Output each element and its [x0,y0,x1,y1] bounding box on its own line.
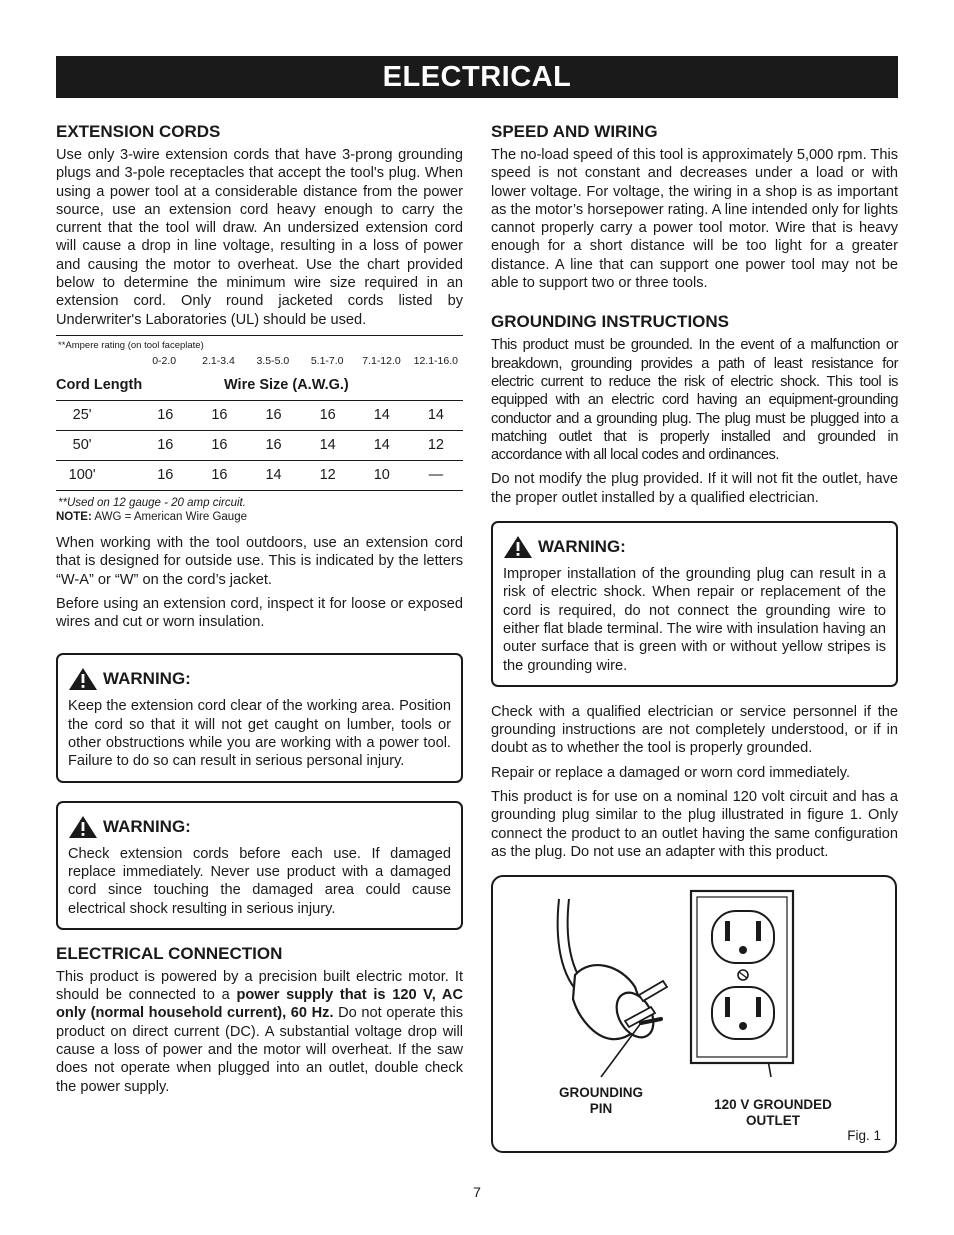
table-row [56,401,463,431]
table-cell: 16 [157,436,174,453]
table-row [56,461,463,491]
ampere-range: 0-2.0 [152,354,177,367]
warning-triangle-icon [503,535,533,559]
grounding-text: Do not modify the plug provided. If it will not fit the outlet, have the proper outlet installed by a qualified electrician. [491,471,898,506]
warning-triangle-icon [68,815,98,839]
inspect-cord-text: Before using an extension cord, inspect it for loose or exposed wires and cut or worn insulation. [56,595,463,631]
table-cell: 12 [319,466,336,483]
ampere-range: 2.1-3.4 [202,354,235,367]
speed-wiring-text: The no-load speed of this tool is approximately 5,000 rpm. This speed is not constant and decreases under a load or with lower voltage. For voltage, the wiring in a shop is as important as the motor’s horsepower rating. A line intended only for lights cannot properly carry a power tool motor. Wire that is heavy enough for a short distance will be too light for a greater distance. A line that can support one power tool may not be able to support two or three tools. [491,147,898,292]
warning-box [56,653,463,782]
grounding-text: This product must be grounded. In the event of a malfunction or breakdown, grounding provides a path of least resistance for electric current to reduce the risk of electric shock. This tool is equipped with an electric cord having an equipment-grounding conductor and a grounding plug. The plug must be plugged into a matching outlet that is properly installed and grounded in accordance with all local codes and ordinances. [491,337,898,464]
table-header-row [56,374,463,401]
right-column [491,122,898,1153]
electrical-connection-heading: ELECTRICAL CONNECTION [56,943,283,963]
table-cell: 16 [265,436,282,453]
ampere-range: 5.1-7.0 [310,354,344,367]
grounding-text: Check with a qualified electrician or service personnel if the grounding instructions are not completely understood, or if in doubt as to whether the tool is properly grounded. [491,703,898,757]
table-footnotes [56,496,463,524]
grounding-heading: GROUNDING INSTRUCTIONS [491,312,729,332]
warning-title: WARNING: [68,815,451,839]
table-cell: — [428,466,444,483]
cord-length-cell: 25' [72,406,92,423]
warning-text: Keep the extension cord clear of the working area. Position the cord so that it will not get caught on lumber, tools or other obstructions while you are working with a power tool. Failure to do so can result in serious personal injury. [68,698,451,770]
figure-caption: Fig. 1 [847,1128,881,1144]
warning-triangle-icon [68,667,98,691]
note-text: AWG = American Wire Gauge [91,510,247,523]
warning-title: WARNING: [503,535,886,559]
cord-length-cell: 100' [68,466,96,483]
warning-text: Improper installation of the grounding plug can result in a risk of electric shock. When repair or replacement of the cord is required, do not connect the grounding wire to either flat blade terminal. The wire with insulation having an outer surface that is green with or without yellow stripes is the grounding wire. [503,566,886,674]
table-cell: 14 [319,436,336,453]
table-cell: 16 [211,466,228,483]
table-cell: 14 [265,466,282,483]
page-number: 7 [473,1184,481,1200]
ampere-range: 7.1-12.0 [362,354,401,367]
grounding-pin-label: GROUNDING PIN [559,1085,643,1117]
extension-cords-intro: Use only 3-wire extension cords that have 3-prong grounding plugs and 3-pole receptacles that accept the tool's plug. When using a power tool at a considerable distance from the power source, use an extension cord heavy enough to carry the current that the tool will draw. An undersized extension cord will cause a drop in line voltage, resulting in a loss of power and causing the motor to overheat. Use the chart provided below to determine the minimum wire size required in an extension cord. Only round jacketed cords listed by Underwriter's Laboratories (UL) should be used. [56,147,463,328]
wire-size-header: Wire Size (A.W.G.) [224,376,349,393]
cord-length-header: Cord Length [56,376,143,393]
page-title: ELECTRICAL [56,56,898,98]
ampere-range: 12.1-16.0 [413,354,458,367]
electrical-connection-text: This product is powered by a precision built electric motor. It should be connected to a power supply that is 120 V, AC only (normal household current), 60 Hz. Do not operate this product on direct current (DC). A substantial voltage drop will cause a loss of power and the motor will overheat. If the saw does not operate when plugged into an outlet, double check the power supply. [56,968,463,1095]
table-cell: 14 [427,406,444,423]
table-row [56,431,463,461]
figure-1 [491,875,897,1153]
cord-length-cell: 50' [72,436,92,453]
outdoor-use-text: When working with the tool outdoors, use an extension cord that is designed for outside use. This is indicated by the letters “W-A” or “W” on the cord’s jacket. [56,534,463,588]
ampere-range: 3.5-5.0 [256,354,290,367]
table-cell: 12 [427,436,444,453]
table-cell: 14 [373,436,390,453]
extension-cords-heading: EXTENSION CORDS [56,122,221,141]
grounded-outlet-label: 120 V GROUNDED OUTLET [714,1097,832,1129]
table-cell: 16 [157,406,174,423]
grounding-text: This product is for use on a nominal 120 volt circuit and has a grounding plug similar to the plug illustrated in figure 1. Only connect the product to an outlet having the same configuration as the plug. Do not use an adapter with this product. [491,789,898,860]
warning-box [56,801,463,930]
wire-size-table [56,335,463,491]
note-label: NOTE: [56,510,92,523]
grounding-text: Repair or replace a damaged or worn cord immediately. [491,764,851,781]
table-cell: 10 [373,466,390,483]
awg-note [56,510,463,524]
ampere-range-row [56,352,463,374]
ampere-rating-note: **Ampere rating (on tool faceplate) [58,339,204,351]
table-cell: 16 [211,406,228,423]
table-cell: 16 [157,466,174,483]
warning-title: WARNING: [68,667,451,691]
table-cell: 14 [373,406,390,423]
gauge-footnote: **Used on 12 gauge - 20 amp circuit. [58,496,246,509]
speed-wiring-heading: SPEED AND WIRING [491,122,658,141]
warning-box [491,521,898,687]
left-column [56,122,463,1102]
warning-text: Check extension cords before each use. If damaged replace immediately. Never use product with a damaged cord since touching the damaged area could cause electrical shock resulting in serious injury. [68,845,451,917]
table-cell: 16 [319,406,336,423]
table-cell: 16 [211,436,228,453]
table-cell: 16 [265,406,282,423]
